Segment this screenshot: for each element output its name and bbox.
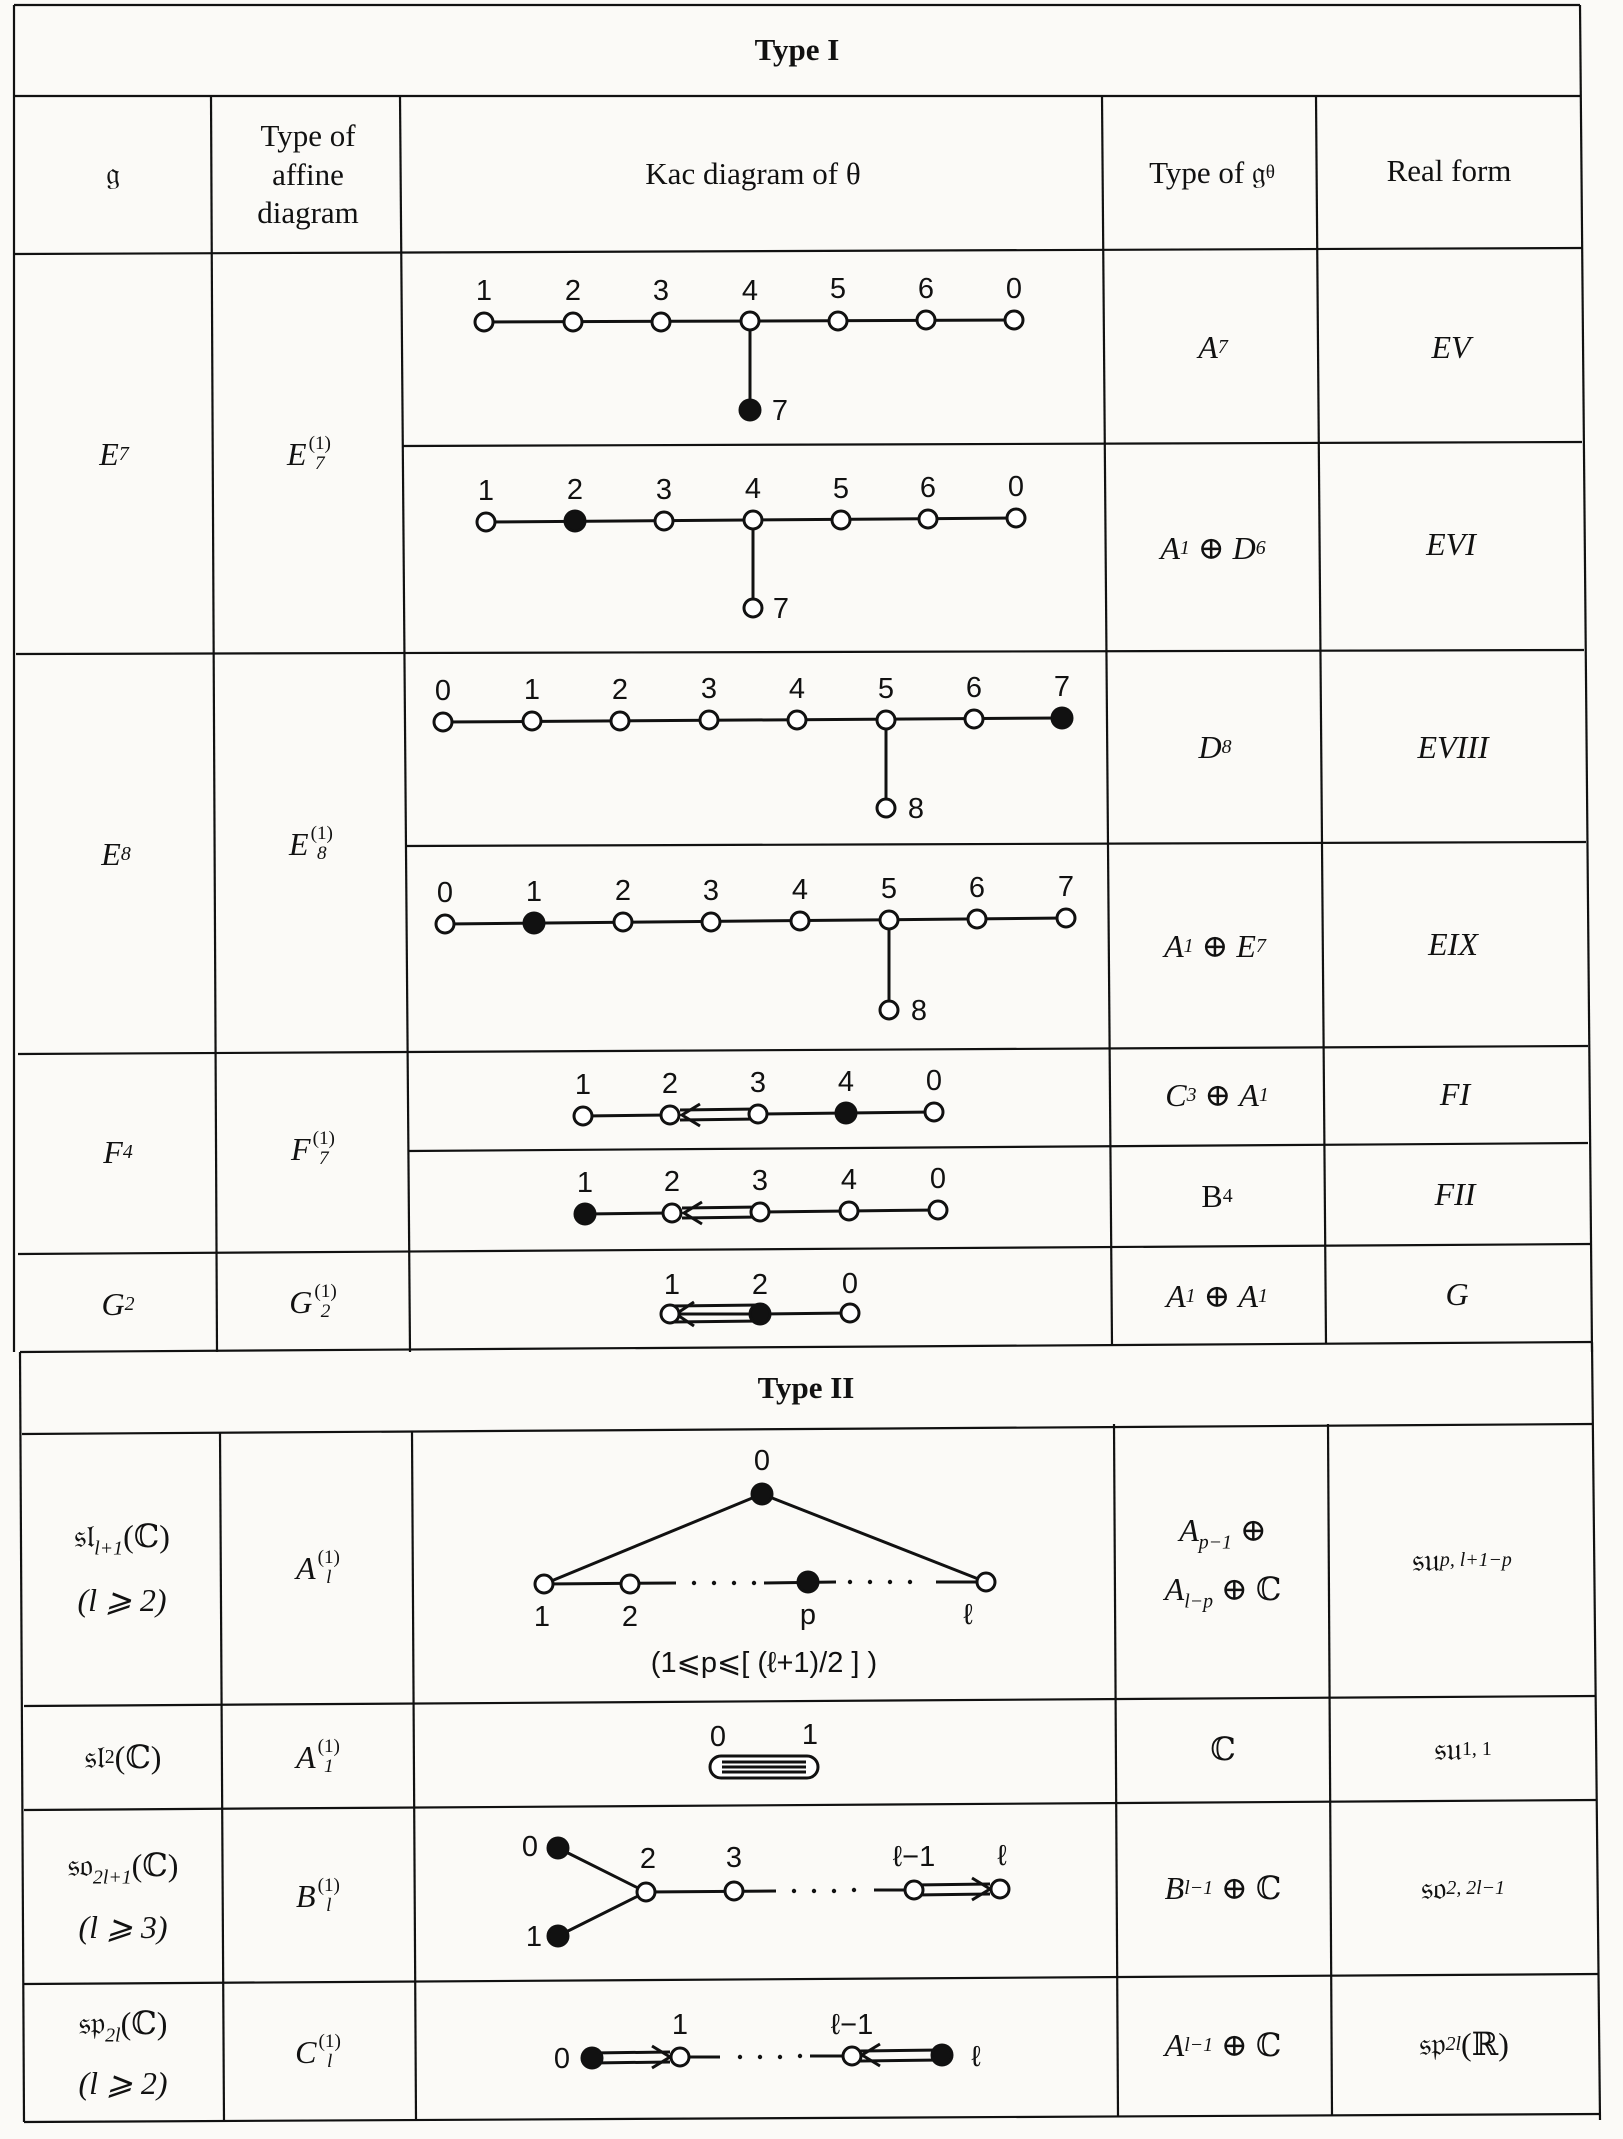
kac-diagram-e7a (475, 311, 1023, 420)
fixed-f4a: C 3 ⊕ A 1 (1165, 1077, 1269, 1113)
node-label: 0 (553, 2043, 571, 2075)
fixed-so: B l−1 ⊕ ℂ (1164, 1870, 1282, 1906)
node-label: 2 (614, 875, 632, 907)
node-label: 0 (1005, 273, 1023, 305)
affine-sl2: A (1) 1 (296, 1735, 340, 1777)
node-label: 6 (917, 273, 935, 305)
node-label: 3 (702, 875, 720, 907)
kac-diagram-sl (535, 1484, 995, 1593)
fixed-sp: A l−1 ⊕ ℂ (1164, 2027, 1282, 2063)
header-real-form: Real form (1386, 152, 1512, 188)
node-label: 2 (639, 1843, 657, 1875)
type-i-title: Type I (754, 32, 840, 68)
node-label: 0 (436, 877, 454, 909)
node-label: 3 (725, 1842, 743, 1874)
node-label: 0 (1007, 471, 1025, 503)
node-label: 2 (564, 275, 582, 307)
fixed-e8b: A 1 ⊕ E 7 (1164, 928, 1266, 964)
node-label: 1 (525, 876, 543, 908)
affine-g2: G (1) 2 (289, 1280, 337, 1322)
g-f4: F 4 (103, 1134, 133, 1170)
fixed-sl: $A_{p-1}$ ⊕ $A_{l-p}$ ⊕ ℂ (1164, 1511, 1282, 1613)
node-label: 1 (523, 674, 541, 706)
node-label: 0 (753, 1445, 771, 1477)
node-label: 1 (663, 1269, 681, 1301)
node-label: p (799, 1599, 817, 1631)
header-g: 𝔤 (106, 155, 120, 191)
real-sp: 𝔰𝔭 2l (ℝ) (1419, 2026, 1509, 2062)
node-label: 2 (661, 1068, 679, 1100)
node-label: 8 (910, 995, 928, 1027)
dots-sp (738, 2054, 802, 2059)
fixed-e8a: D 8 (1198, 729, 1232, 765)
node-label: 7 (1057, 871, 1075, 903)
real-f4b: FII (1434, 1176, 1476, 1212)
kac-diagram-g2 (661, 1302, 859, 1326)
node-label: 6 (968, 872, 986, 904)
g-sl: 𝔰𝔩$_{l+1}$(ℂ) (l ⩾ 2) (74, 1518, 170, 1618)
node-label: 4 (741, 275, 759, 307)
node-label: 1 (533, 1601, 551, 1633)
node-label: 4 (840, 1164, 858, 1196)
theta-superscript: θ (1265, 161, 1275, 183)
node-label: 1 (525, 1921, 543, 1953)
node-label: 5 (832, 473, 850, 505)
fixed-e7b: A 1 ⊕ D 6 (1160, 530, 1266, 566)
node-label: 6 (965, 672, 983, 704)
header-affine-type: Type of affine diagram (257, 117, 359, 231)
kac-diagram-sp (582, 2044, 952, 2068)
fixed-e7a: A 7 (1198, 329, 1228, 365)
g-e7: E 7 (99, 436, 129, 472)
node-label: 2 (621, 1601, 639, 1633)
kac-diagram-so (548, 1838, 1009, 1946)
cond-so: (l ⩾ 3) (78, 1908, 168, 1945)
node-label: 1 (475, 275, 493, 307)
node-label: 3 (655, 474, 673, 506)
real-so: 𝔰𝔬 2, 2l−1 (1421, 1870, 1505, 1906)
g-g2: G 2 (101, 1286, 135, 1322)
affine-e7: E (1) 7 (287, 432, 331, 474)
node-label: 3 (751, 1165, 769, 1197)
node-label: 1 (574, 1069, 592, 1101)
fixed-f4b: B 4 (1201, 1178, 1233, 1214)
node-label: 0 (521, 1831, 539, 1863)
node-label: 3 (700, 673, 718, 705)
fixed-g2: A 1 ⊕ A 1 (1166, 1278, 1268, 1314)
node-label: ℓ−1 (830, 2009, 874, 2041)
sl-condition-caption: (1⩽p⩽[ (ℓ+1)/2 ] ) (650, 1647, 878, 1679)
node-label: ℓ−1 (892, 1841, 936, 1873)
node-label: ℓ (997, 1840, 1007, 1872)
node-label: 0 (929, 1163, 947, 1195)
real-e7b: EVI (1426, 526, 1476, 562)
affine-so: B (1) l (296, 1874, 340, 1916)
real-e8a: EVIII (1417, 729, 1489, 765)
kac-diagram-f4a (574, 1103, 943, 1126)
header-fixed-type: Type of 𝔤 θ (1149, 154, 1275, 190)
node-label: 7 (1053, 671, 1071, 703)
g-sp: 𝔰𝔭$_{2l}$(ℂ) (l ⩾ 2) (78, 2005, 168, 2101)
real-f4a: FI (1439, 1076, 1471, 1112)
node-label: 5 (880, 873, 898, 905)
node-label: 0 (841, 1268, 859, 1300)
fixed-sl2: ℂ (1210, 1731, 1236, 1767)
real-sl: 𝔰𝔲 p, l+1−p (1412, 1542, 1512, 1578)
node-label: 7 (771, 395, 789, 427)
node-label: 1 (671, 2009, 689, 2041)
node-label: 8 (907, 793, 925, 825)
node-label: 3 (652, 275, 670, 307)
real-e7a: EV (1431, 329, 1471, 365)
node-label: 2 (663, 1166, 681, 1198)
node-label: 4 (791, 874, 809, 906)
node-label: 2 (611, 674, 629, 706)
node-label: 4 (837, 1066, 855, 1098)
real-sl2: 𝔰𝔲 1, 1 (1434, 1731, 1492, 1767)
node-label: 5 (829, 273, 847, 305)
node-label: 0 (434, 675, 452, 707)
node-label: ℓ (971, 2041, 981, 2073)
affine-f4: F (1) 7 (291, 1127, 335, 1169)
node-label: 6 (919, 472, 937, 504)
node-label: 1 (477, 475, 495, 507)
node-label: 3 (749, 1067, 767, 1099)
node-label: 1 (801, 1719, 819, 1751)
kac-diagram-e8b (436, 909, 1075, 1019)
affine-e8: E (1) 8 (289, 822, 333, 864)
dots-so (792, 1888, 856, 1893)
real-e8b: EIX (1428, 926, 1478, 962)
g-sl2: 𝔰𝔩 2 (ℂ) (84, 1739, 162, 1775)
node-label: 5 (877, 673, 895, 705)
kac-diagram-e8a (434, 708, 1072, 817)
g-e8: E 8 (101, 836, 131, 872)
type-ii-title: Type II (757, 1369, 855, 1405)
affine-sp: C (1) l (295, 2030, 341, 2072)
g-so: 𝔰𝔬$_{2l+1}$(ℂ) (l ⩾ 3) (67, 1847, 179, 1945)
cond-sp: (l ⩾ 2) (78, 2064, 168, 2101)
node-label: 4 (744, 473, 762, 505)
kac-diagram-sl2 (710, 1756, 818, 1778)
kac-diagram-e7b (477, 509, 1025, 617)
node-label: ℓ (963, 1599, 973, 1631)
real-g2: G (1445, 1276, 1469, 1312)
node-label: 0 (709, 1721, 727, 1753)
node-label: 2 (751, 1269, 769, 1301)
kac-diagram-f4b (575, 1201, 947, 1224)
node-label: 0 (925, 1065, 943, 1097)
affine-sl: A (1) l (296, 1546, 340, 1588)
node-label: 2 (566, 474, 584, 506)
header-kac-diagram: Kac diagram of θ (645, 155, 861, 191)
node-label: 1 (576, 1167, 594, 1199)
node-label: 7 (772, 593, 790, 625)
node-label: 4 (788, 673, 806, 705)
cond-sl: (l ⩾ 2) (77, 1581, 167, 1618)
